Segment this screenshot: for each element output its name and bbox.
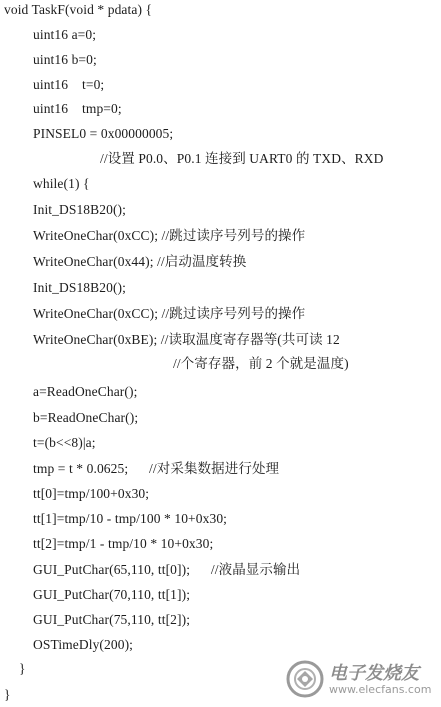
code-line: Init_DS18B20();: [33, 280, 127, 295]
code-line: b=ReadOneChar();: [33, 410, 139, 425]
code-line: //个寄存器，前 2 个就是温度): [173, 356, 349, 371]
code-line: t=(b<<8)|a;: [33, 435, 96, 450]
code-line: //设置 P0.0、P0.1 连接到 UART0 的 TXD、RXD: [100, 151, 384, 166]
code-line: WriteOneChar(0xCC); //跳过读序号列号的操作: [33, 306, 306, 321]
code-line: tt[0]=tmp/100+0x30;: [33, 486, 150, 501]
code-line: void TaskF(void * pdata) {: [4, 2, 153, 17]
code-line: GUI_PutChar(75,110, tt[2]);: [33, 612, 191, 627]
code-line: uint16 a=0;: [33, 27, 97, 42]
code-line: }: [4, 687, 11, 702]
watermark: [285, 657, 435, 701]
watermark-url: www.elecfans.com: [329, 683, 432, 696]
elecfans-logo-icon: [285, 659, 325, 699]
code-line: GUI_PutChar(65,110, tt[0]); //液晶显示输出: [33, 562, 301, 577]
code-line: a=ReadOneChar();: [33, 384, 138, 399]
code-line: tmp = t * 0.0625; //对采集数据进行处理: [33, 461, 280, 476]
code-line: uint16 b=0;: [33, 52, 97, 67]
code-line: uint16 t=0;: [33, 77, 105, 92]
code-line: WriteOneChar(0xCC); //跳过读序号列号的操作: [33, 228, 306, 243]
code-line: WriteOneChar(0xBE); //读取温度寄存器等(共可读 12: [33, 332, 340, 347]
code-line: tt[1]=tmp/10 - tmp/100 * 10+0x30;: [33, 511, 228, 526]
code-line: GUI_PutChar(70,110, tt[1]);: [33, 587, 191, 602]
code-line: tt[2]=tmp/1 - tmp/10 * 10+0x30;: [33, 536, 214, 551]
code-line: OSTimeDly(200);: [33, 637, 134, 652]
code-line: }: [19, 661, 26, 676]
watermark-title: 电子发烧友: [329, 663, 419, 684]
code-line: uint16 tmp=0;: [33, 101, 122, 116]
code-line: while(1) {: [33, 176, 90, 191]
code-line: Init_DS18B20();: [33, 202, 127, 217]
code-line: WriteOneChar(0x44); //启动温度转换: [33, 254, 247, 269]
code-line: PINSEL0 = 0x00000005;: [33, 126, 174, 141]
